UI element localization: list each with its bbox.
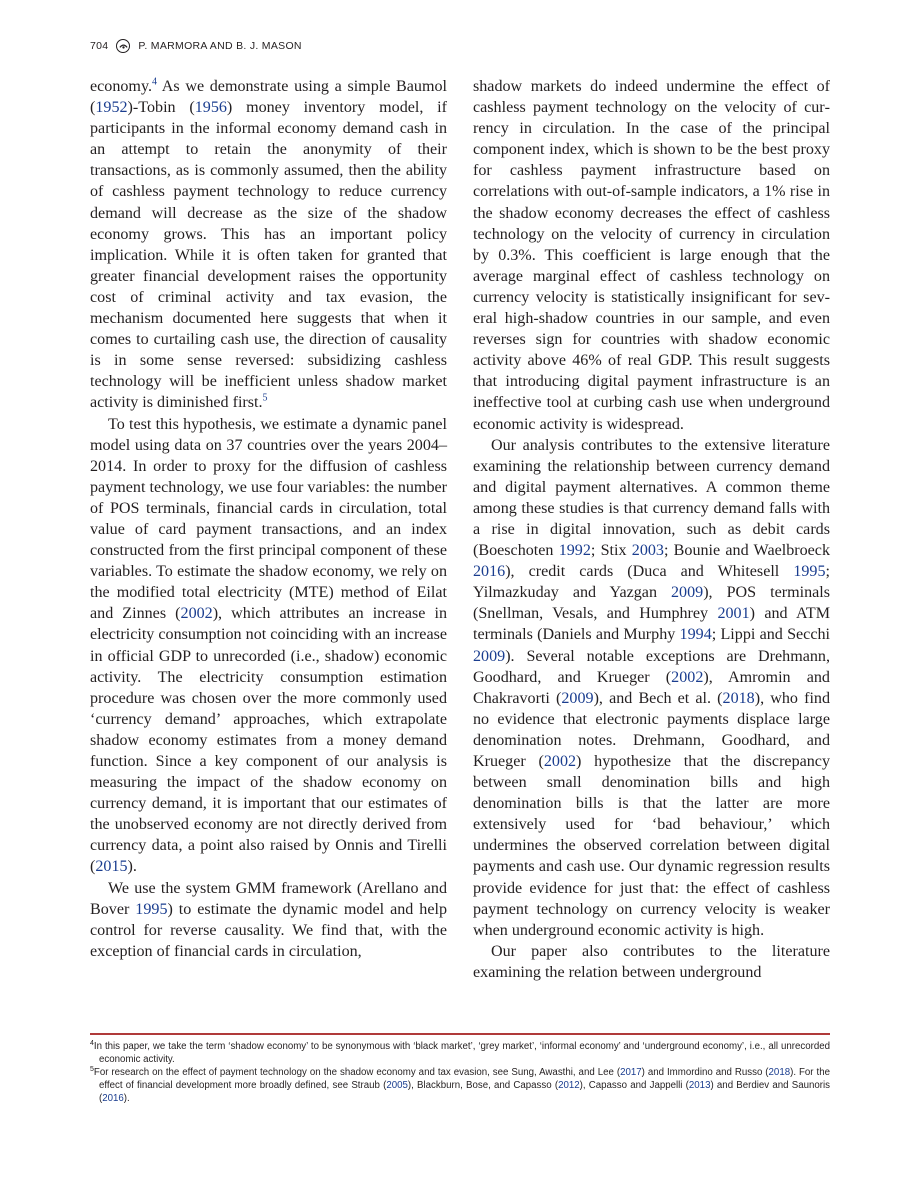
text: Our paper also contributes to the literature examining the relation between underground: [473, 942, 830, 981]
citation-link[interactable]: 2005: [386, 1080, 408, 1092]
paragraph: [473, 435, 830, 941]
text: ; Lippi and Secchi: [711, 626, 830, 644]
text: ) and Berdiev and Saunoris (: [99, 1080, 830, 1105]
text: ), who find no evidence that electronic payments displace large denomination notes. Drehmann, Goodhard, and Krueger (: [473, 689, 831, 770]
left-column: [90, 76, 447, 962]
text: ). Several notable exceptions are Drehmann, Goodhard, and Krueger (: [473, 647, 830, 686]
text: ) and Immordino and Russo (: [641, 1067, 769, 1079]
citation-link[interactable]: 2012: [558, 1080, 580, 1092]
text: shadow markets do indeed undermine the effect of cashless payment technology on the velocity of currency in circulation. In the case of the principal component index, which is shown to be the best proxy for cashless payment infrastructure based on correlations with out-of-sample indicators, a 1% rise in the shadow economy decreases the effect of cashless technology on the velocity of currency in circulation by 0.3%. This coefficient is large enough that the average marginal effect of cashless technology on currency velocity is statistically insignificant for several high-shadow countries in our sample, and even reverses sign for countries with shadow economic activity above 46% of real GDP. This result suggests that introducing digital payment infrastructure is an ineffective tool at curbing cash use when underground economic activity is widespread.: [473, 78, 830, 433]
footnote-text: In this paper, we take the term ‘shadow economy’ to be synonymous with ‘black market’, ‘grey market’, ‘informal economy’ and ‘underground economy’, i.e., all unrecorded economic activity.: [93, 1041, 830, 1066]
citation-link[interactable]: 1995: [793, 563, 826, 581]
text: ), which attributes an increase in electricity consumption not coinciding with an increase in official GDP to unrecorded (i.e., shadow) economic activity. The electricity consumption estimation procedure was chosen over the more commonly used ‘currency demand’ approaches, which extrapolate shadow economy estimates from a money demand function. Since a key component of our analysis is measuring the impact of the shadow economy on currency demand, it is important that our estimates of the unobserved economy are not directly derived from currency data, a point also raised by Onnis and Tirelli (: [90, 605, 447, 876]
text: ), credit cards (Duca and Whitesell: [505, 563, 794, 581]
text: ), Capasso and Jappelli (: [579, 1080, 689, 1092]
text: Our analysis contributes to the extensive literature examining the relationship between currency demand and digital payment alternatives. A common theme among these studies is that currency demand falls with a rise in digital innovation, such as debit cards (Boeschoten: [473, 436, 830, 560]
citation-link[interactable]: 2009: [671, 584, 704, 602]
footnote-4: [90, 1040, 830, 1066]
running-head-authors: P. MARMORA AND B. J. MASON: [138, 40, 302, 52]
footnotes: [90, 1040, 830, 1105]
text: ), Amromin and Chakravorti (: [473, 668, 830, 707]
paragraph: [473, 941, 830, 983]
text: ; Yilmazkuday and Yazgan: [473, 563, 830, 602]
text: ).: [123, 1093, 130, 1105]
text: )-Tobin (: [127, 99, 195, 117]
running-header: [90, 38, 302, 54]
citation-link[interactable]: 2016: [473, 563, 506, 581]
paragraph: [473, 76, 830, 435]
citation-link[interactable]: 2002: [180, 605, 213, 623]
citation-link[interactable]: 1952: [95, 99, 128, 117]
footnote-marker[interactable]: 4: [151, 76, 157, 88]
citation-link[interactable]: 2013: [688, 1080, 711, 1092]
footnote-divider: [90, 1033, 830, 1035]
text: As we demonstrate using a simple Baumol (: [90, 78, 447, 117]
paragraph: [90, 878, 447, 962]
citation-link[interactable]: 1992: [558, 542, 591, 560]
text: ), POS terminals (Snellman, Vesals, and Humphrey: [473, 584, 830, 623]
footnote-5: [90, 1066, 830, 1105]
text: ) money inventory model, if participants in the informal economy demand cash in an attempt to retain the anonymity of their transactions, as is commonly assumed, then the ability of cashless payment technology to reduce currency demand will decrease as the size of the shadow economy grows. This has an important policy implication. While it is often taken for granted that greater financial development raises the opportunity cost of criminal activity and tax evasion, the mechanism documented here suggests that when it comes to curtailing cash use, the direction of causality is in some sense reversed: subsidizing cashless technology will be inefficient unless shadow market activity is diminished first.: [90, 99, 447, 412]
journal-logo-icon: [116, 39, 130, 53]
text: ), Blackburn, Bose, and Capasso (: [407, 1080, 559, 1092]
footnote-number: 5: [90, 1065, 94, 1073]
citation-link[interactable]: 2015: [95, 858, 128, 876]
text: economy.: [90, 78, 152, 95]
right-column: [473, 76, 830, 983]
paragraph: [90, 414, 447, 878]
citation-link[interactable]: 2009: [473, 647, 506, 665]
citation-link[interactable]: 2002: [671, 668, 704, 686]
citation-link[interactable]: 2003: [631, 542, 664, 560]
text: ). For the effect of financial development more broadly defined, see Straub (: [99, 1067, 830, 1092]
citation-link[interactable]: 2001: [717, 605, 750, 623]
text: ; Stix: [590, 542, 632, 560]
footnote-marker[interactable]: 5: [262, 393, 268, 405]
citation-link[interactable]: 1994: [679, 626, 712, 644]
text: ; Bounie and Waelbroeck: [663, 542, 831, 560]
text: ) and ATM terminals (Daniels and Murphy: [473, 605, 830, 644]
text: ).: [127, 858, 137, 876]
text: We use the system GMM framework (Arellano and Bover: [90, 879, 447, 918]
text: ) hypothesize that the discrepancy between small denomination bills and high denomination bills is that the latter are more extensively used for ‘bad behaviour,’ which undermines the observed correlation between digital payments and cash use. Our dynamic regression results provide evidence for just that: the effect of cashless payment technology on currency velocity is weaker when underground economic activity is high.: [473, 753, 830, 939]
citation-link[interactable]: 2002: [543, 753, 577, 770]
text: To test this hypothesis, we estimate a dynamic panel model using data on 37 countries over the years 2004–2014. In order to proxy for the diffusion of cashless payment technology, we use four variables: the number of POS terminals, financial cards in circulation, total value of card payment transactions, and an index constructed from the first principal component of these variables. To estimate the shadow economy, we rely on the modified total electricity (MTE) method of Eilat and Zinnes (: [90, 415, 447, 623]
footnote-number: 4: [90, 1039, 94, 1047]
text: ) to estimate the dynamic model and help control for reverse causality. We find that, with the exception of financial cards in circulation,: [90, 900, 447, 960]
page-number: 704: [90, 40, 109, 52]
citation-link[interactable]: 2018: [722, 689, 755, 707]
citation-link[interactable]: 1956: [194, 99, 227, 117]
text: For research on the effect of payment technology on the shadow economy and tax evasion, see Sung, Awasthi, and Lee (: [93, 1067, 621, 1079]
citation-link[interactable]: 2016: [102, 1093, 124, 1105]
paragraph: [90, 76, 447, 414]
text: ), and Bech et al. (: [593, 689, 723, 707]
citation-link[interactable]: 2009: [561, 689, 594, 707]
citation-link[interactable]: 2017: [620, 1067, 642, 1079]
citation-link[interactable]: 2018: [768, 1067, 791, 1079]
citation-link[interactable]: 1995: [135, 900, 168, 918]
